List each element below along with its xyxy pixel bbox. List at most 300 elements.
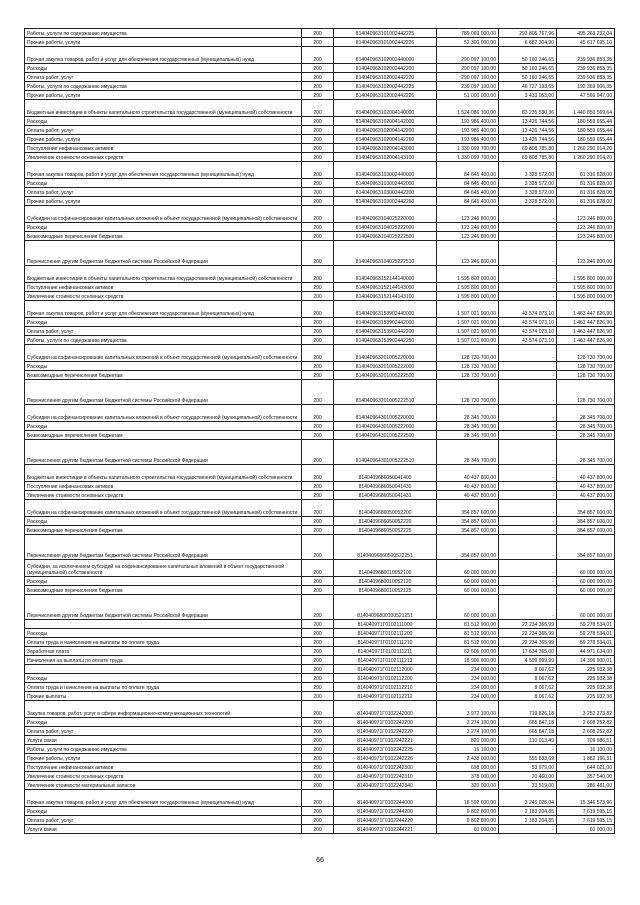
executed-amount: - xyxy=(499,241,557,266)
line-code: 200 xyxy=(302,638,334,647)
row-name: Субсидии, за исключением субсидий на софинансирование капитальных вложений в объект государственной (муниципальной) собственности xyxy=(25,560,302,577)
executed-amount: - xyxy=(499,292,557,301)
table-row xyxy=(25,292,615,301)
classification-code: 814040963104025222000 xyxy=(334,223,437,232)
unexecuted-amount: 123 246 800,00 xyxy=(557,223,615,232)
unexecuted-amount: 1 440 850 569,64 xyxy=(557,100,615,117)
approved-amount: 18 592 600,00 xyxy=(437,790,499,807)
line-code: 200 xyxy=(302,665,334,674)
executed-amount: 13 426 744,56 xyxy=(499,126,557,135)
approved-amount: 290 097 100,00 xyxy=(437,47,499,64)
line-code: 200 xyxy=(302,126,334,135)
executed-amount: - xyxy=(499,526,557,535)
line-code: 200 xyxy=(302,482,334,491)
row-name: Поступление нефинансовых активов xyxy=(25,283,302,292)
row-name: Бюджетные инвестиции в объекты капитального строительства государственной (муниципальной) собственности xyxy=(25,100,302,117)
unexecuted-amount: 1 463 447 826,90 xyxy=(557,336,615,345)
approved-amount: 354 857 600,00 xyxy=(437,535,499,560)
classification-code: 814040971Г0102111213 xyxy=(334,656,437,665)
classification-code: 814040971Г0102112200 xyxy=(334,674,437,683)
unexecuted-amount: 192 369 906,35 xyxy=(557,82,615,91)
classification-code: 814040963102002442200 xyxy=(334,64,437,73)
row-name: Расходы xyxy=(25,674,302,683)
line-code: 200 xyxy=(302,162,334,179)
row-name xyxy=(25,665,302,674)
classification-code: 814040963102002442220 xyxy=(334,73,437,82)
table-row xyxy=(25,718,615,727)
classification-code: 814040971Г0102111000 xyxy=(334,620,437,629)
classification-code: 814040963103002442260 xyxy=(334,197,437,206)
row-name: Увеличение стоимости основных средств xyxy=(25,153,302,162)
classification-code: 814040963153902442000 xyxy=(334,318,437,327)
row-name: Закупка товаров, работ, услуг в сфере информационно-коммуникационных технологий xyxy=(25,701,302,718)
unexecuted-amount: 47 566 947,00 xyxy=(557,91,615,100)
line-code: 200 xyxy=(302,47,334,64)
row-name: Расходы xyxy=(25,318,302,327)
executed-amount: - xyxy=(499,206,557,223)
executed-amount: 83 235 530,36 xyxy=(499,100,557,117)
row-name: Безвозмездные перечисления бюджетам xyxy=(25,586,302,595)
classification-code: 814040971Г0102242220 xyxy=(334,727,437,736)
unexecuted-amount: 60 000 000,00 xyxy=(557,586,615,595)
executed-amount: 43 574 073,10 xyxy=(499,327,557,336)
approved-amount: 81 512 900,00 xyxy=(437,638,499,647)
line-code: 200 xyxy=(302,763,334,772)
classification-code: 814040971Г0102242221 xyxy=(334,736,437,745)
executed-amount: - xyxy=(499,431,557,440)
line-code: 200 xyxy=(302,197,334,206)
table-row xyxy=(25,405,615,422)
line-code: 200 xyxy=(302,223,334,232)
line-code: 200 xyxy=(302,117,334,126)
row-name: Безвозмездные перечисления бюджетам xyxy=(25,371,302,380)
line-code: 200 xyxy=(302,179,334,188)
executed-amount: 22 234 365,99 xyxy=(499,638,557,647)
executed-amount: - xyxy=(499,223,557,232)
table-row xyxy=(25,117,615,126)
row-name: Увеличение стоимости основных средств xyxy=(25,491,302,500)
line-code: 200 xyxy=(302,380,334,405)
line-code: 200 xyxy=(302,292,334,301)
table-row xyxy=(25,283,615,292)
line-code: 200 xyxy=(302,144,334,153)
unexecuted-amount: 7 619 595,15 xyxy=(557,816,615,825)
executed-amount: - xyxy=(499,266,557,283)
classification-code: 814040971Г0102111211 xyxy=(334,647,437,656)
executed-amount: - xyxy=(499,577,557,586)
line-code: 200 xyxy=(302,727,334,736)
row-name: Расходы xyxy=(25,807,302,816)
unexecuted-amount: 81 316 828,00 xyxy=(557,162,615,179)
unexecuted-amount: 59 278 534,01 xyxy=(557,620,615,629)
classification-code: 814040963153902440000 xyxy=(334,301,437,318)
approved-amount: 28 345 700,00 xyxy=(437,440,499,465)
table-row xyxy=(25,188,615,197)
table-row xyxy=(25,82,615,91)
unexecuted-amount: 123 246 800,00 xyxy=(557,206,615,223)
table-row xyxy=(25,535,615,560)
unexecuted-amount: 354 857 600,00 xyxy=(557,500,615,517)
classification-code: 814040963102004140000 xyxy=(334,100,437,117)
line-code: 200 xyxy=(302,100,334,117)
executed-amount: - xyxy=(499,405,557,422)
table-row xyxy=(25,422,615,431)
row-name: Оплата труда и начисления на выплаты по оплате труда xyxy=(25,638,302,647)
approved-amount: 1 595 800 000,00 xyxy=(437,292,499,301)
executed-amount: 8 067,62 xyxy=(499,665,557,674)
row-name: Оплата труда и начисления на выплаты по оплате труда xyxy=(25,683,302,692)
unexecuted-amount: 354 857 600,00 xyxy=(557,535,615,560)
unexecuted-amount: 709 986,51 xyxy=(557,736,615,745)
table-row xyxy=(25,327,615,336)
line-code: 200 xyxy=(302,232,334,241)
line-code: 200 xyxy=(302,318,334,327)
unexecuted-amount: 60 000 000,00 xyxy=(557,560,615,577)
unexecuted-amount: 239 936 853,35 xyxy=(557,73,615,82)
approved-amount: 378 000,00 xyxy=(437,772,499,781)
approved-amount: 789 069 000,00 xyxy=(437,29,499,38)
row-name: Прочая закупка товаров, работ и услуг для обеспечения государственных (муниципальных) нужд xyxy=(25,790,302,807)
executed-amount: - xyxy=(499,517,557,526)
executed-amount: 8 067,62 xyxy=(499,674,557,683)
executed-amount: 665 847,18 xyxy=(499,727,557,736)
table-row xyxy=(25,73,615,82)
line-code: 200 xyxy=(302,586,334,595)
line-code: 200 xyxy=(302,431,334,440)
budget-execution-table xyxy=(24,28,615,834)
row-name: Субсидии на софинансирование капитальных вложений в объект государственной (муниципальной) собственности xyxy=(25,345,302,362)
executed-amount: - xyxy=(499,380,557,405)
line-code: 200 xyxy=(302,491,334,500)
line-code: 200 xyxy=(302,517,334,526)
table-row xyxy=(25,674,615,683)
table-row xyxy=(25,692,615,701)
executed-amount: 46 727 193,65 xyxy=(499,82,557,91)
classification-code: 814040963102004142000 xyxy=(334,117,437,126)
line-code: 200 xyxy=(302,595,334,620)
table-row xyxy=(25,517,615,526)
line-code: 200 xyxy=(302,701,334,718)
row-name: Оплата работ, услуг xyxy=(25,727,302,736)
table-row xyxy=(25,197,615,206)
row-name: Бюджетные инвестиции в объекты капитального строительства государственной (муниципальной) собственности xyxy=(25,465,302,482)
approved-amount: 52 300 000,00 xyxy=(437,38,499,47)
executed-amount: - xyxy=(499,232,557,241)
table-row xyxy=(25,647,615,656)
approved-amount: 123 246 800,00 xyxy=(437,206,499,223)
row-name: Субсидии на софинансирование капитальных вложений в объект государственной (муниципальной) собственности xyxy=(25,206,302,223)
line-code: 200 xyxy=(302,206,334,223)
line-code: 200 xyxy=(302,91,334,100)
row-name: Прочие работы, услуги xyxy=(25,91,302,100)
executed-amount: - xyxy=(499,371,557,380)
row-name: Расходы xyxy=(25,223,302,232)
table-row xyxy=(25,745,615,754)
approved-amount: 128 730 700,00 xyxy=(437,362,499,371)
approved-amount: 84 645 400,00 xyxy=(437,197,499,206)
row-name xyxy=(25,620,302,629)
unexecuted-amount: 14 306 900,01 xyxy=(557,656,615,665)
table-row xyxy=(25,638,615,647)
approved-amount: 239 097 100,00 xyxy=(437,82,499,91)
table-row xyxy=(25,683,615,692)
unexecuted-amount: 2 608 252,82 xyxy=(557,727,615,736)
table-row xyxy=(25,665,615,674)
table-row xyxy=(25,577,615,586)
line-code: 200 xyxy=(302,405,334,422)
row-name: Поступление нефинансовых активов xyxy=(25,763,302,772)
line-code: 200 xyxy=(302,745,334,754)
executed-amount: - xyxy=(499,535,557,560)
classification-code: 814040963102002440000 xyxy=(334,47,437,64)
table-row xyxy=(25,595,615,620)
classification-code: 814040971Г0102242300 xyxy=(334,763,437,772)
classification-code: 814040964301005220000 xyxy=(334,405,437,422)
row-name: Субсидии на софинансирование капитальных вложений в объект государственной (муниципальной) собственности xyxy=(25,500,302,517)
classification-code: 814040971Г0102242200 xyxy=(334,718,437,727)
executed-amount: 2 183 204,85 xyxy=(499,807,557,816)
table-row xyxy=(25,736,615,745)
table-row xyxy=(25,362,615,371)
executed-amount: - xyxy=(499,745,557,754)
executed-amount: - xyxy=(499,825,557,834)
unexecuted-amount: 1 595 800 000,00 xyxy=(557,266,615,283)
table-row xyxy=(25,266,615,283)
classification-code: 814040971Г0102244000 xyxy=(334,790,437,807)
page-number: 66 xyxy=(316,857,324,864)
classification-code: 814040963152144140000 xyxy=(334,266,437,283)
unexecuted-amount: 357 540,00 xyxy=(557,772,615,781)
classification-code: 814040963103002442200 xyxy=(334,188,437,197)
approved-amount: 698 000,00 xyxy=(437,763,499,772)
unexecuted-amount: 1 260 290 914,20 xyxy=(557,144,615,153)
classification-code: 814040963102002442225 xyxy=(334,82,437,91)
row-name: Прочая закупка товаров, работ и услуг для обеспечения государственных (муниципальных) нужд xyxy=(25,162,302,179)
line-code: 200 xyxy=(302,718,334,727)
table-row xyxy=(25,47,615,64)
approved-amount: 40 437 800,00 xyxy=(437,465,499,482)
classification-code: 814040971Г0102112212 xyxy=(334,692,437,701)
unexecuted-amount: 28 345 700,00 xyxy=(557,431,615,440)
approved-amount: 84 645 400,00 xyxy=(437,179,499,188)
row-name: Увеличение стоимости основных средств xyxy=(25,772,302,781)
executed-amount: 43 574 073,10 xyxy=(499,318,557,327)
approved-amount: 123 246 800,00 xyxy=(437,223,499,232)
unexecuted-amount: 225 932,38 xyxy=(557,683,615,692)
classification-code: 814040963153902442250 xyxy=(334,336,437,345)
table-row xyxy=(25,629,615,638)
line-code: 200 xyxy=(302,656,334,665)
approved-amount: 9 802 800,00 xyxy=(437,807,499,816)
row-name: Работы, услуги по содержанию имущества xyxy=(25,29,302,38)
table-row xyxy=(25,345,615,362)
unexecuted-amount: 59 278 534,01 xyxy=(557,638,615,647)
approved-amount: 51 000 000,00 xyxy=(437,91,499,100)
approved-amount: 123 246 800,00 xyxy=(437,232,499,241)
approved-amount: 84 645 400,00 xyxy=(437,188,499,197)
line-code: 200 xyxy=(302,683,334,692)
unexecuted-amount: 45 617 695,10 xyxy=(557,38,615,47)
budget-report-sheet xyxy=(24,28,614,834)
row-name: Расходы xyxy=(25,179,302,188)
table-row xyxy=(25,763,615,772)
line-code: 200 xyxy=(302,38,334,47)
line-code: 200 xyxy=(302,772,334,781)
classification-code: 814040971Г0102112000 xyxy=(334,665,437,674)
classification-code: 814040963104025220000 xyxy=(334,206,437,223)
unexecuted-amount: 644 021,00 xyxy=(557,763,615,772)
approved-amount: 16 100,00 xyxy=(437,745,499,754)
line-code: 200 xyxy=(302,560,334,577)
approved-amount: 1 507 021 900,00 xyxy=(437,336,499,345)
approved-amount: 28 345 700,00 xyxy=(437,431,499,440)
table-row xyxy=(25,100,615,117)
approved-amount: 60 000 000,00 xyxy=(437,577,499,586)
executed-amount: 13 426 744,56 xyxy=(499,117,557,126)
executed-amount: 3 433 053,00 xyxy=(499,91,557,100)
unexecuted-amount: 128 730 700,00 xyxy=(557,380,615,405)
classification-code: 814040971Г0102111200 xyxy=(334,629,437,638)
unexecuted-amount: 1 463 447 826,90 xyxy=(557,301,615,318)
executed-amount: - xyxy=(499,345,557,362)
table-row xyxy=(25,29,615,38)
row-name: Расходы xyxy=(25,629,302,638)
line-code: 200 xyxy=(302,647,334,656)
approved-amount: 84 645 400,00 xyxy=(437,162,499,179)
line-code: 200 xyxy=(302,422,334,431)
table-row xyxy=(25,656,615,665)
executed-amount: 555 833,69 xyxy=(499,754,557,763)
approved-amount: 128 730 700,00 xyxy=(437,380,499,405)
approved-amount: 1 330 099 700,00 xyxy=(437,153,499,162)
executed-amount: - xyxy=(499,440,557,465)
table-row xyxy=(25,754,615,763)
unexecuted-amount: 7 619 595,15 xyxy=(557,807,615,816)
executed-amount: 4 599 999,99 xyxy=(499,656,557,665)
line-code: 200 xyxy=(302,153,334,162)
unexecuted-amount: 40 437 800,00 xyxy=(557,491,615,500)
table-row xyxy=(25,816,615,825)
row-name: Работы, услуги по содержанию имущества xyxy=(25,82,302,91)
unexecuted-amount: 16 100,00 xyxy=(557,745,615,754)
executed-amount: 665 847,18 xyxy=(499,718,557,727)
executed-amount: 50 160 246,65 xyxy=(499,64,557,73)
table-row xyxy=(25,790,615,807)
line-code: 200 xyxy=(302,64,334,73)
row-name: Прочие работы, услуги xyxy=(25,197,302,206)
approved-amount: 3 274 100,00 xyxy=(437,727,499,736)
classification-code: 814040963201005222510 xyxy=(334,380,437,405)
row-name: Оплата работ, услуг xyxy=(25,73,302,82)
approved-amount: 290 097 100,00 xyxy=(437,73,499,82)
table-row xyxy=(25,500,615,517)
approved-amount: 9 802 800,00 xyxy=(437,816,499,825)
line-code: 200 xyxy=(302,816,334,825)
classification-code: 814040971Г0102112210 xyxy=(334,683,437,692)
executed-amount: - xyxy=(499,586,557,595)
unexecuted-amount: 1 882 166,31 xyxy=(557,754,615,763)
line-code: 200 xyxy=(302,73,334,82)
executed-amount: 8 067,62 xyxy=(499,683,557,692)
classification-code: 8140409686050041431 xyxy=(334,491,437,500)
unexecuted-amount: 59 278 534,01 xyxy=(557,629,615,638)
line-code: 200 xyxy=(302,692,334,701)
unexecuted-amount: 180 559 655,44 xyxy=(557,117,615,126)
unexecuted-amount: 128 730 700,00 xyxy=(557,362,615,371)
unexecuted-amount: 40 437 800,00 xyxy=(557,465,615,482)
line-code: 200 xyxy=(302,336,334,345)
executed-amount: 43 574 073,10 xyxy=(499,336,557,345)
row-name: Услуги связи xyxy=(25,825,302,834)
row-name: Оплата работ, услуг xyxy=(25,188,302,197)
classification-code: 814040963102004143100 xyxy=(334,153,437,162)
executed-amount: 17 634 365,00 xyxy=(499,647,557,656)
executed-amount: 53 979,00 xyxy=(499,763,557,772)
classification-code: 8140409686050052200 xyxy=(334,500,437,517)
table-row xyxy=(25,144,615,153)
classification-code: 814040963103002440000 xyxy=(334,162,437,179)
classification-code: 814040971Г0102242340 xyxy=(334,781,437,790)
classification-code: 814040964301005222510 xyxy=(334,440,437,465)
unexecuted-amount: 354 857 600,00 xyxy=(557,526,615,535)
approved-amount: 1 507 021 900,00 xyxy=(437,327,499,336)
executed-amount: - xyxy=(499,500,557,517)
classification-code: 814040963201005222000 xyxy=(334,362,437,371)
unexecuted-amount: 225 932,38 xyxy=(557,692,615,701)
executed-amount: 69 808 785,80 xyxy=(499,144,557,153)
row-name: Расходы xyxy=(25,577,302,586)
line-code: 200 xyxy=(302,577,334,586)
approved-amount: 28 345 700,00 xyxy=(437,422,499,431)
row-name: Прочие выплаты xyxy=(25,692,302,701)
unexecuted-amount: 225 932,38 xyxy=(557,674,615,683)
unexecuted-amount: 239 936 853,35 xyxy=(557,47,615,64)
row-name: Расходы xyxy=(25,422,302,431)
line-code: 200 xyxy=(302,781,334,790)
executed-amount: - xyxy=(499,595,557,620)
unexecuted-amount: 1 260 290 914,20 xyxy=(557,153,615,162)
classification-code: 814040963201005222500 xyxy=(334,371,437,380)
line-code: 200 xyxy=(302,825,334,834)
approved-amount: 234 000,00 xyxy=(437,665,499,674)
classification-code: 814040963152144143100 xyxy=(334,292,437,301)
row-name: Оплата работ, услуг xyxy=(25,327,302,336)
table-row xyxy=(25,206,615,223)
table-row xyxy=(25,232,615,241)
approved-amount: 123 246 800,00 xyxy=(437,241,499,266)
line-code: 200 xyxy=(302,526,334,535)
table-row xyxy=(25,781,615,790)
line-code: 200 xyxy=(302,790,334,807)
row-name: Перечисления другим бюджетам бюджетной системы Российской Федерации xyxy=(25,380,302,405)
table-row xyxy=(25,380,615,405)
row-name: Прочая закупка товаров, работ и услуг для обеспечения государственных (муниципальных) нужд xyxy=(25,301,302,318)
classification-code: 814040963201005220000 xyxy=(334,345,437,362)
row-name: Прочие работы, услуги xyxy=(25,135,302,144)
unexecuted-amount: 1 463 447 826,90 xyxy=(557,327,615,336)
classification-code: 814040963101002442226 xyxy=(334,38,437,47)
approved-amount: 1 595 800 000,00 xyxy=(437,266,499,283)
executed-amount: 50 160 246,65 xyxy=(499,47,557,64)
unexecuted-amount: 81 316 828,00 xyxy=(557,179,615,188)
row-name: Поступление нефинансовых активов xyxy=(25,482,302,491)
unexecuted-amount: 40 437 800,00 xyxy=(557,482,615,491)
table-row xyxy=(25,491,615,500)
classification-code: 814040971Г0102242000 xyxy=(334,701,437,718)
approved-amount: 1 330 099 700,00 xyxy=(437,144,499,153)
table-row xyxy=(25,38,615,47)
line-code: 200 xyxy=(302,266,334,283)
